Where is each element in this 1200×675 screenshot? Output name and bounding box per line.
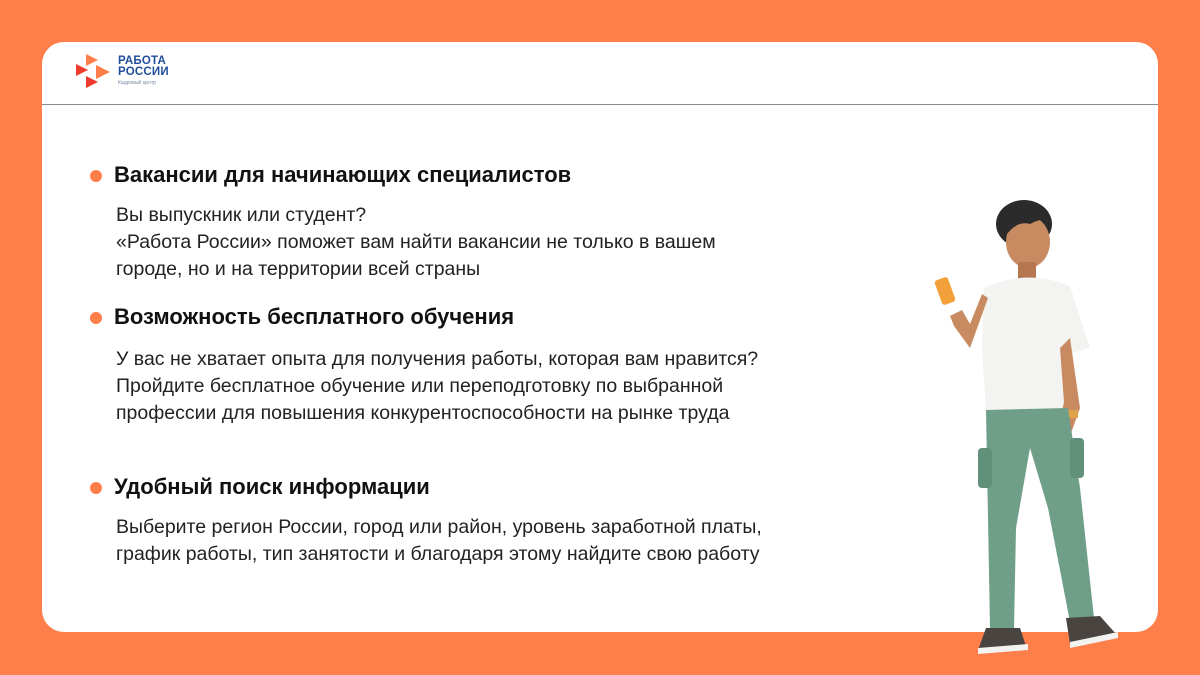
body-line: профессии для повышения конкурентоспособности на рынке труда bbox=[116, 402, 730, 424]
section-body bbox=[116, 346, 876, 427]
section-body bbox=[116, 202, 876, 283]
logo[interactable] bbox=[74, 52, 169, 92]
logo-arrows-icon bbox=[74, 52, 112, 92]
section-title: Возможность бесплатного обучения bbox=[114, 304, 515, 329]
body-line: Выберите регион России, город или район, уровень заработной платы, bbox=[116, 516, 762, 538]
bullet-dot bbox=[90, 312, 102, 324]
section-title: Удобный поиск информации bbox=[114, 474, 430, 499]
body-line: «Работа России» поможет вам найти вакансии не только в вашем bbox=[116, 231, 716, 253]
bullet-dot bbox=[90, 170, 102, 182]
header bbox=[42, 42, 1158, 105]
section-title: Вакансии для начинающих специалистов bbox=[114, 162, 572, 187]
body-line: Пройдите бесплатное обучение или переподготовку по выбранной bbox=[116, 375, 724, 397]
logo-line-1: РАБОТА bbox=[118, 55, 166, 67]
section-body bbox=[116, 514, 876, 568]
person-illustration bbox=[930, 198, 1160, 668]
body-line: график работы, тип занятости и благодаря этому найдите свою работу bbox=[116, 543, 760, 565]
logo-line-2: РОССИИ bbox=[118, 66, 169, 78]
bullet-dot bbox=[90, 482, 102, 494]
body-line: Вы выпускник или студент? bbox=[116, 204, 367, 226]
body-line: У вас не хватает опыта для получения работы, которая вам нравится? bbox=[116, 348, 759, 370]
body-line: городе, но и на территории всей страны bbox=[116, 258, 481, 280]
logo-subtitle: Кадровый центр bbox=[118, 80, 157, 86]
